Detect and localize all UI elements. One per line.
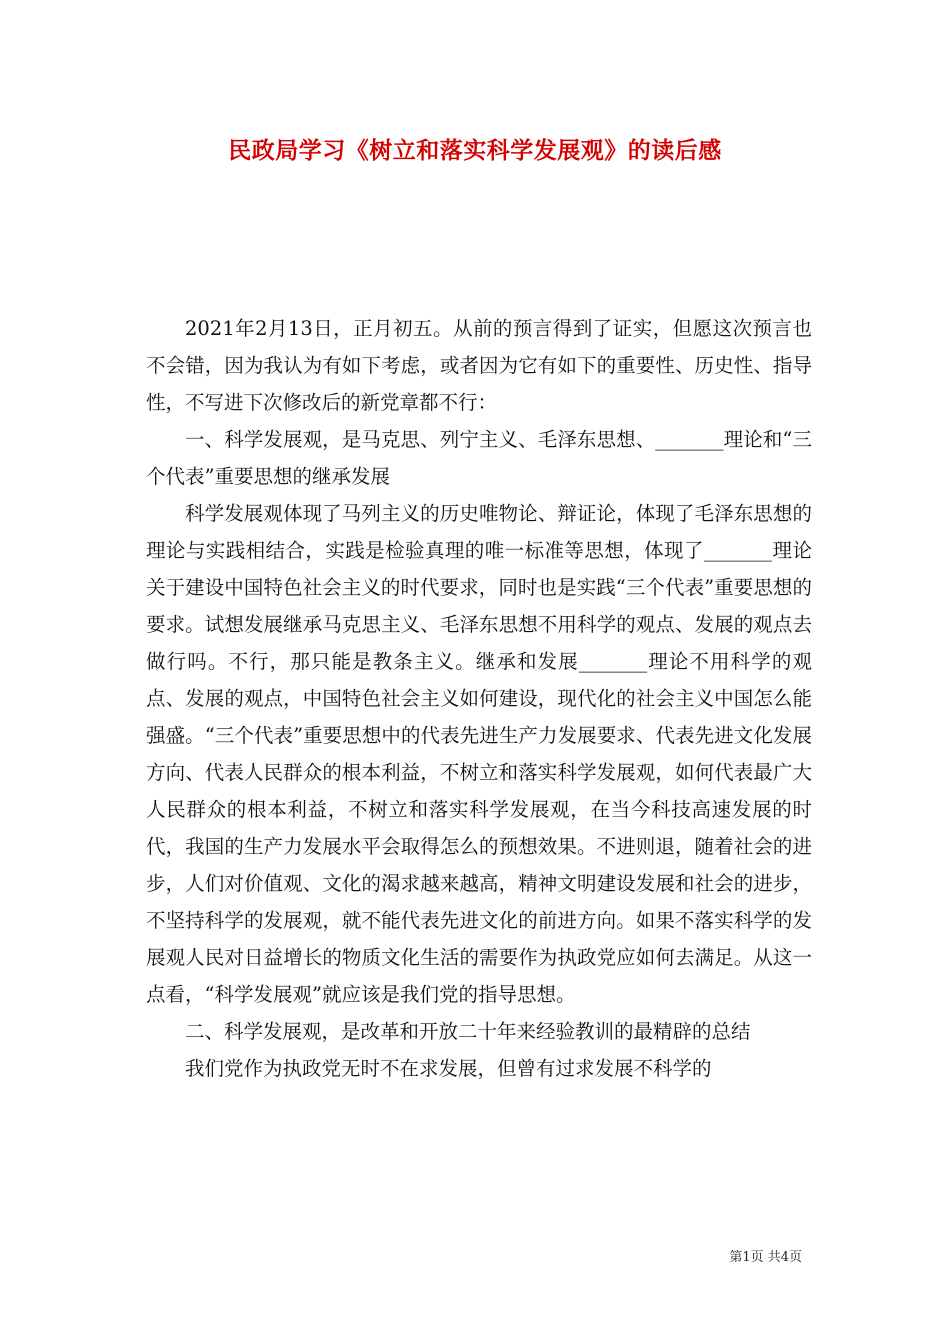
paragraph-heading-2: 二、科学发展观，是改革和开放二十年来经验教训的最精辟的总结 xyxy=(185,1020,751,1043)
paragraph-intro: 2021年2月13日，正月初五。从前的预言得到了证实，但愿这次预言也不会错，因为我认为有如下考虑，或者因为它有如下的重要性、历史性、指导性，不写进下次修改后的新党章都不行： xyxy=(146,317,812,414)
page-number: 第1页 共4页 xyxy=(729,1250,802,1265)
paragraph-body-2: 我们党作为执政党无时不在求发展，但曾有过求发展不科学的 xyxy=(185,1057,712,1080)
paragraph-body-1: 科学发展观体现了马列主义的历史唯物论、辩证论，体现了毛泽东思想的理论与实践相结合，实践是检验真理的唯一标准等思想，体现了_______理论关于建设中国特色社会主义的时代要求，同时也是实践“三个代表”重要思想的要求。试想发展继承马克思主义、毛泽东思想不用科学的观点、发展的观点去做行吗。不行，那只能是教条主义。继承和发展_______理论不用科学的观点、发展的观点，中国特色社会主义如何建设，现代化的社会主义中国怎么能强盛。“三个代表”重要思想中的代表先进生产力发展要求、代表先进文化发展方向、代表人民群众的根本利益，不树立和落实科学发展观，如何代表最广大人民群众的根本利益，不树立和落实科学发展观，在当今科技高速发展的时代，我国的生产力发展水平会取得怎么的预想效果。不进则退，随着社会的进步，人们对价值观、文化的渴求越来越高，精神文明建设发展和社会的进步，不坚持科学的发展观，就不能代表先进文化的前进方向。如果不落实科学的发展观人民对日益增长的物质文化生活的需要作为执政党应如何去满足。从这一点看，“科学发展观”就应该是我们党的指导思想。 xyxy=(146,502,812,1006)
paragraph-heading-1: 一、科学发展观，是马克思、列宁主义、毛泽东思想、_______理论和“三个代表”重要思想的继承发展 xyxy=(146,428,812,488)
document-title: 民政局学习《树立和落实科学发展观》的读后感 xyxy=(228,137,722,164)
document-body xyxy=(146,310,812,1087)
